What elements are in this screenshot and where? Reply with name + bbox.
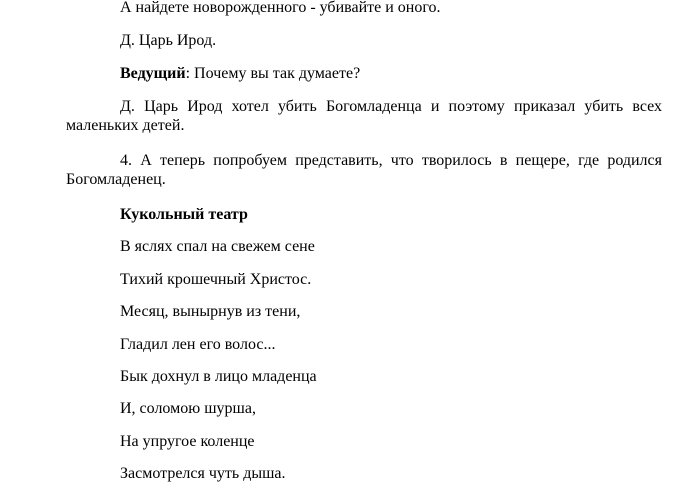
section-heading: Кукольный театр bbox=[120, 206, 248, 223]
poem-line: Засмотрелся чуть дыша. bbox=[120, 465, 286, 482]
poem-line: Гладил лен его волос... bbox=[120, 336, 276, 353]
paragraph-cave-prompt: 4. А теперь попробуем представить, что творилось в пещере, где родился Богомладенец. bbox=[66, 152, 662, 188]
poem-line: Бык дохнул в лицо младенца bbox=[120, 368, 317, 385]
paragraph-answer-herod: Д. Царь Ирод. bbox=[120, 32, 217, 49]
paragraph-herod-order: А найдете новорожденного - убивайте и оного. bbox=[120, 0, 441, 16]
poem-line: В яслях спал на свежем сене bbox=[120, 238, 315, 255]
question-text: : Почему вы так думаете? bbox=[185, 65, 361, 82]
poem-line: Тихий крошечный Христос. bbox=[120, 271, 312, 288]
poem-line: И, соломою шурша, bbox=[120, 400, 256, 417]
speaker-label: Ведущий bbox=[120, 65, 186, 82]
paragraph-host-question bbox=[120, 64, 360, 83]
poem-line: Месяц, вынырнув из тени, bbox=[120, 303, 301, 320]
paragraph-herod-reason: Д. Царь Ирод хотел убить Богомладенца и поэтому приказал убить всех маленьких детей. bbox=[66, 98, 662, 134]
poem-line: На упругое коленце bbox=[120, 433, 255, 450]
